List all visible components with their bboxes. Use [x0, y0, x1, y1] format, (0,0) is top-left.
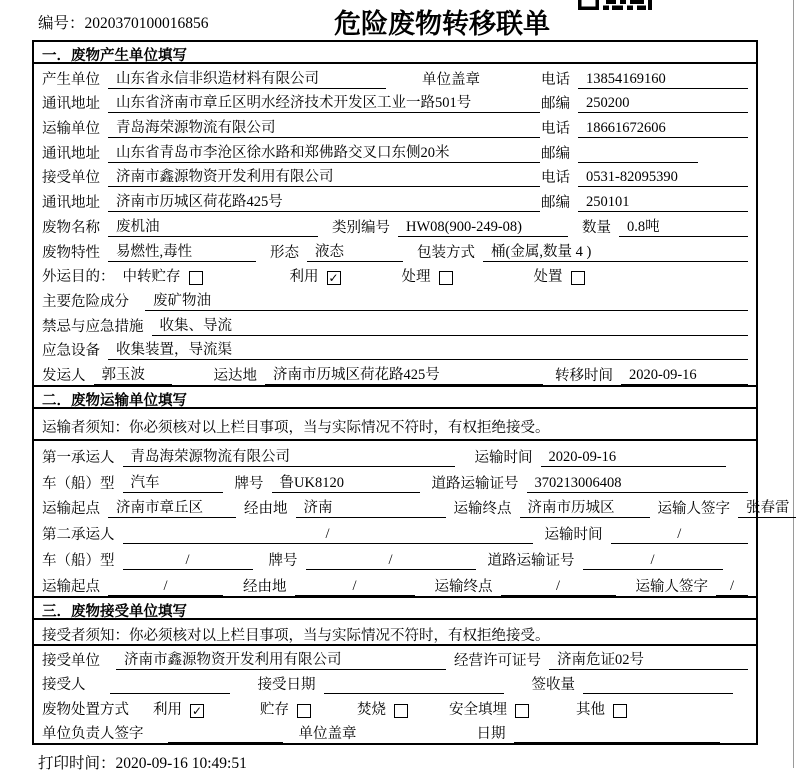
producer-unit-value: 山东省永信非织造材料有限公司 [108, 71, 386, 89]
section2-notice: 运输者须知：你必须核对以上栏目事项，当与实际情况不符时，有权拒绝接受。 [34, 409, 756, 441]
checkbox-icon [297, 704, 311, 718]
checkbox-icon [189, 271, 203, 285]
hazard-component-label: 主要危险成分 [42, 293, 129, 310]
purpose-option-storage [123, 269, 203, 286]
form-state-label: 形态 [270, 244, 299, 261]
endpoint2-value: / [501, 578, 616, 596]
row-producer-address [34, 89, 756, 114]
permit-value: 济南危证02号 [549, 652, 748, 670]
emergency-measures-value: 收集、导流 [152, 318, 749, 336]
receiver-address-value: 济南市历城区荷花路425号 [108, 194, 540, 212]
carrier-sign2-value: / [716, 578, 748, 596]
second-carrier-label: 第二承运人 [42, 527, 115, 544]
checkbox-mark [614, 705, 626, 717]
unit-seal-label: 单位盖章 [298, 725, 357, 742]
serial-label: 编号： [38, 15, 85, 32]
transport-phone-value: 18661672606 [578, 120, 748, 138]
quantity-label: 数量 [582, 219, 611, 236]
receiver-zip-value: 250101 [578, 194, 748, 212]
phone-label: 电话 [541, 170, 570, 187]
shipper-label: 发运人 [42, 367, 86, 384]
accept-unit-label: 接受单位 [42, 653, 100, 670]
waste-name-label: 废物名称 [42, 219, 100, 236]
first-carrier-label: 第一承运人 [42, 449, 115, 466]
hazard-component-value: 废矿物油 [145, 293, 748, 311]
origin1-value: 济南市章丘区 [108, 500, 236, 518]
accept-date-value [324, 693, 504, 694]
disposal-option-other [576, 702, 627, 719]
checkbox-label: 焚烧 [357, 701, 386, 718]
checkbox-icon [439, 271, 453, 285]
section1-title: 一．废物产生单位填写 [34, 42, 756, 64]
transport-unit-label: 运输单位 [42, 121, 100, 138]
row-accept-person [34, 670, 756, 694]
waste-traits-label: 废物特性 [42, 244, 100, 261]
packaging-label: 包装方式 [417, 244, 475, 261]
row-route1 [34, 493, 790, 519]
disposal-option-storage [260, 702, 311, 719]
destination-label: 运达地 [213, 367, 257, 384]
origin-label: 运输起点 [42, 501, 100, 518]
row-shipper [34, 360, 756, 385]
qr-code-fragment [578, 0, 652, 10]
accept-person-value [110, 693, 230, 694]
destination-value: 济南市历城区荷花路425号 [265, 367, 543, 385]
row-hazard-component [34, 286, 756, 311]
disposal-option-landfill [449, 702, 529, 719]
checkbox-icon [394, 704, 408, 718]
row-accept-unit [34, 646, 756, 670]
checkbox-mark [572, 272, 584, 284]
accept-date-label: 接受日期 [257, 677, 316, 694]
checkbox-checked-icon [190, 704, 204, 718]
serial-number [38, 11, 209, 33]
row-head-signature [34, 719, 756, 743]
received-qty-label: 签收量 [531, 677, 575, 694]
receiver-phone-value: 0531-82095390 [578, 169, 748, 187]
road-license-label: 道路运输证号 [487, 552, 575, 569]
disposal-option-incinerate [357, 702, 408, 719]
transport-time-label: 运输时间 [474, 449, 533, 466]
checkbox-icon [613, 704, 627, 718]
endpoint-label: 运输终点 [434, 578, 493, 595]
section2-title: 二．废物运输单位填写 [34, 385, 756, 409]
checkbox-mark [516, 705, 528, 717]
checkbox-mark [298, 705, 310, 717]
via-label: 经由地 [244, 501, 288, 518]
emergency-equipment-value: 收集装置，导流渠 [108, 342, 748, 360]
checkbox-mark: ✓ [191, 703, 203, 718]
section1-body [34, 64, 756, 385]
checkbox-label: 利用 [289, 269, 319, 286]
road-license-label: 道路运输证号 [431, 475, 519, 492]
transfer-purpose-label: 外运目的： [42, 269, 115, 286]
road-license2-value: / [583, 552, 723, 570]
document-header [32, 0, 758, 40]
window-edge [793, 0, 794, 768]
plate1-value: 鲁UK8120 [272, 475, 420, 493]
permit-label: 经营许可证号 [454, 653, 541, 670]
quantity-value: 0.8吨 [619, 219, 748, 237]
checkbox-label: 中转贮存 [122, 269, 181, 286]
date-label: 日期 [476, 725, 506, 742]
manifest-form [32, 40, 790, 745]
checkbox-label: 处理 [401, 269, 431, 286]
category-code-label: 类别编号 [332, 219, 390, 236]
head-signature-label: 单位负责人签字 [42, 725, 144, 742]
carrier-sign-label: 运输人签字 [657, 501, 730, 518]
row-waste-traits [34, 237, 756, 262]
zip-label: 邮编 [541, 195, 570, 212]
checkbox-icon [571, 271, 585, 285]
origin-label: 运输起点 [42, 578, 100, 595]
row-vehicle1 [34, 467, 756, 493]
row-disposal-method [34, 694, 756, 718]
row-receiver-address [34, 187, 756, 212]
checkbox-mark: ✓ [328, 271, 339, 286]
checkbox-mark [395, 705, 407, 717]
packaging-value: 桶(金属,数量 4 ) [483, 244, 748, 262]
vehicle-type1-value: 汽车 [123, 475, 223, 493]
first-carrier-value: 青岛海荣源物流有限公司 [123, 449, 455, 467]
head-signature-value [168, 742, 283, 743]
row-transport-unit [34, 113, 756, 138]
received-qty-value [583, 693, 733, 694]
transport-time2-value: / [611, 526, 749, 544]
second-carrier-value: / [123, 526, 533, 544]
plate2-value: / [306, 552, 476, 570]
via2-value: / [295, 578, 415, 596]
carrier-sign-label: 运输人签字 [635, 578, 708, 595]
emergency-measures-label: 禁忌与应急措施 [42, 318, 144, 335]
row-transport-address [34, 138, 756, 163]
row-waste-name [34, 212, 756, 237]
via1-value: 济南 [296, 500, 446, 518]
accept-unit-value: 济南市鑫源物资开发利用有限公司 [116, 652, 446, 670]
emergency-equipment-label: 应急设备 [42, 343, 100, 360]
row-receiver-unit [34, 163, 756, 188]
row-vehicle2 [34, 544, 756, 570]
page-title: 危险废物转移联单 [334, 9, 550, 39]
section3-notice: 接受者须知：你必须核对以上栏目事项，当与实际情况不符时，有权拒绝接受。 [34, 620, 756, 646]
disposal-method-label: 废物处置方式 [42, 701, 129, 718]
transfer-time-label: 转移时间 [555, 367, 613, 384]
address-label: 通讯地址 [42, 145, 100, 162]
transfer-time-value: 2020-09-16 [621, 367, 748, 385]
print-time-label: 打印时间： [38, 754, 116, 772]
transport-address-value: 山东省青岛市李沧区徐水路和郑佛路交叉口东侧20米 [108, 145, 540, 163]
plate-label: 牌号 [234, 475, 264, 492]
carrier-sign1-value: 张春雷 [738, 500, 796, 518]
row-second-carrier [34, 518, 756, 544]
checkbox-checked-icon [327, 271, 341, 285]
vehicle-type2-value: / [123, 552, 253, 570]
producer-phone-value: 13854169160 [578, 71, 748, 89]
row-emergency-equipment [34, 336, 756, 361]
origin2-value: / [108, 578, 223, 596]
section2-body [34, 441, 790, 596]
address-label: 通讯地址 [42, 195, 100, 212]
accept-person-label: 接受人 [42, 677, 86, 694]
row-route2 [34, 570, 756, 596]
road-license1-value: 370213006408 [527, 475, 749, 493]
endpoint-label: 运输终点 [453, 501, 512, 518]
receiver-unit-label: 接受单位 [42, 170, 100, 187]
checkbox-mark [190, 272, 202, 284]
transport-time-label: 运输时间 [544, 527, 603, 544]
vehicle-type-label: 车（船）型 [42, 475, 115, 492]
address-label: 通讯地址 [42, 96, 100, 113]
waste-traits-value: 易燃性,毒性 [108, 244, 256, 262]
transport-unit-value: 青岛海荣源物流有限公司 [108, 120, 540, 138]
serial-value: 2020370100016856 [84, 15, 209, 32]
unit-seal-label: 单位盖章 [422, 71, 480, 88]
phone-label: 电话 [541, 71, 570, 88]
vehicle-type-label: 车（船）型 [42, 552, 115, 569]
zip-label: 邮编 [541, 145, 570, 162]
via-label: 经由地 [243, 578, 287, 595]
checkbox-label: 安全填埋 [449, 701, 507, 718]
category-code-value: HW08(900-249-08) [398, 219, 568, 237]
checkbox-mark [440, 272, 452, 284]
checkbox-label: 处置 [533, 269, 563, 286]
date-value [514, 742, 721, 743]
disposal-option-utilize [153, 702, 204, 719]
purpose-option-dispose [534, 269, 585, 286]
document-page [32, 0, 790, 773]
print-time [32, 745, 758, 773]
checkbox-label: 贮存 [260, 701, 289, 718]
print-time-value: 2020-09-16 10:49:51 [115, 754, 247, 772]
section3-title: 三．废物接受单位填写 [34, 596, 756, 620]
transport-time1-value: 2020-09-16 [541, 449, 726, 467]
phone-label: 电话 [541, 121, 570, 138]
waste-name-value: 废机油 [108, 219, 318, 237]
zip-label: 邮编 [541, 96, 570, 113]
section3-body [34, 646, 756, 743]
shipper-value: 郭玉波 [94, 367, 172, 385]
plate-label: 牌号 [268, 552, 298, 569]
checkbox-icon [515, 704, 529, 718]
receiver-unit-value: 济南市鑫源物资开发利用有限公司 [108, 169, 540, 187]
checkbox-label: 利用 [153, 701, 182, 718]
row-first-carrier [34, 441, 756, 467]
producer-address-value: 山东省济南市章丘区明水经济技术开发区工业一路501号 [108, 95, 540, 113]
purpose-option-treat [402, 269, 453, 286]
row-transfer-purpose [34, 262, 756, 287]
transport-zip-value [578, 162, 698, 163]
row-emergency-measures [34, 311, 756, 336]
row-producer-unit [34, 64, 756, 89]
form-state-value: 液态 [307, 244, 403, 262]
checkbox-label: 其他 [576, 701, 605, 718]
producer-unit-label: 产生单位 [42, 71, 100, 88]
purpose-option-utilize [290, 269, 341, 286]
producer-zip-value: 250200 [578, 95, 748, 113]
endpoint1-value: 济南市历城区 [520, 500, 650, 518]
